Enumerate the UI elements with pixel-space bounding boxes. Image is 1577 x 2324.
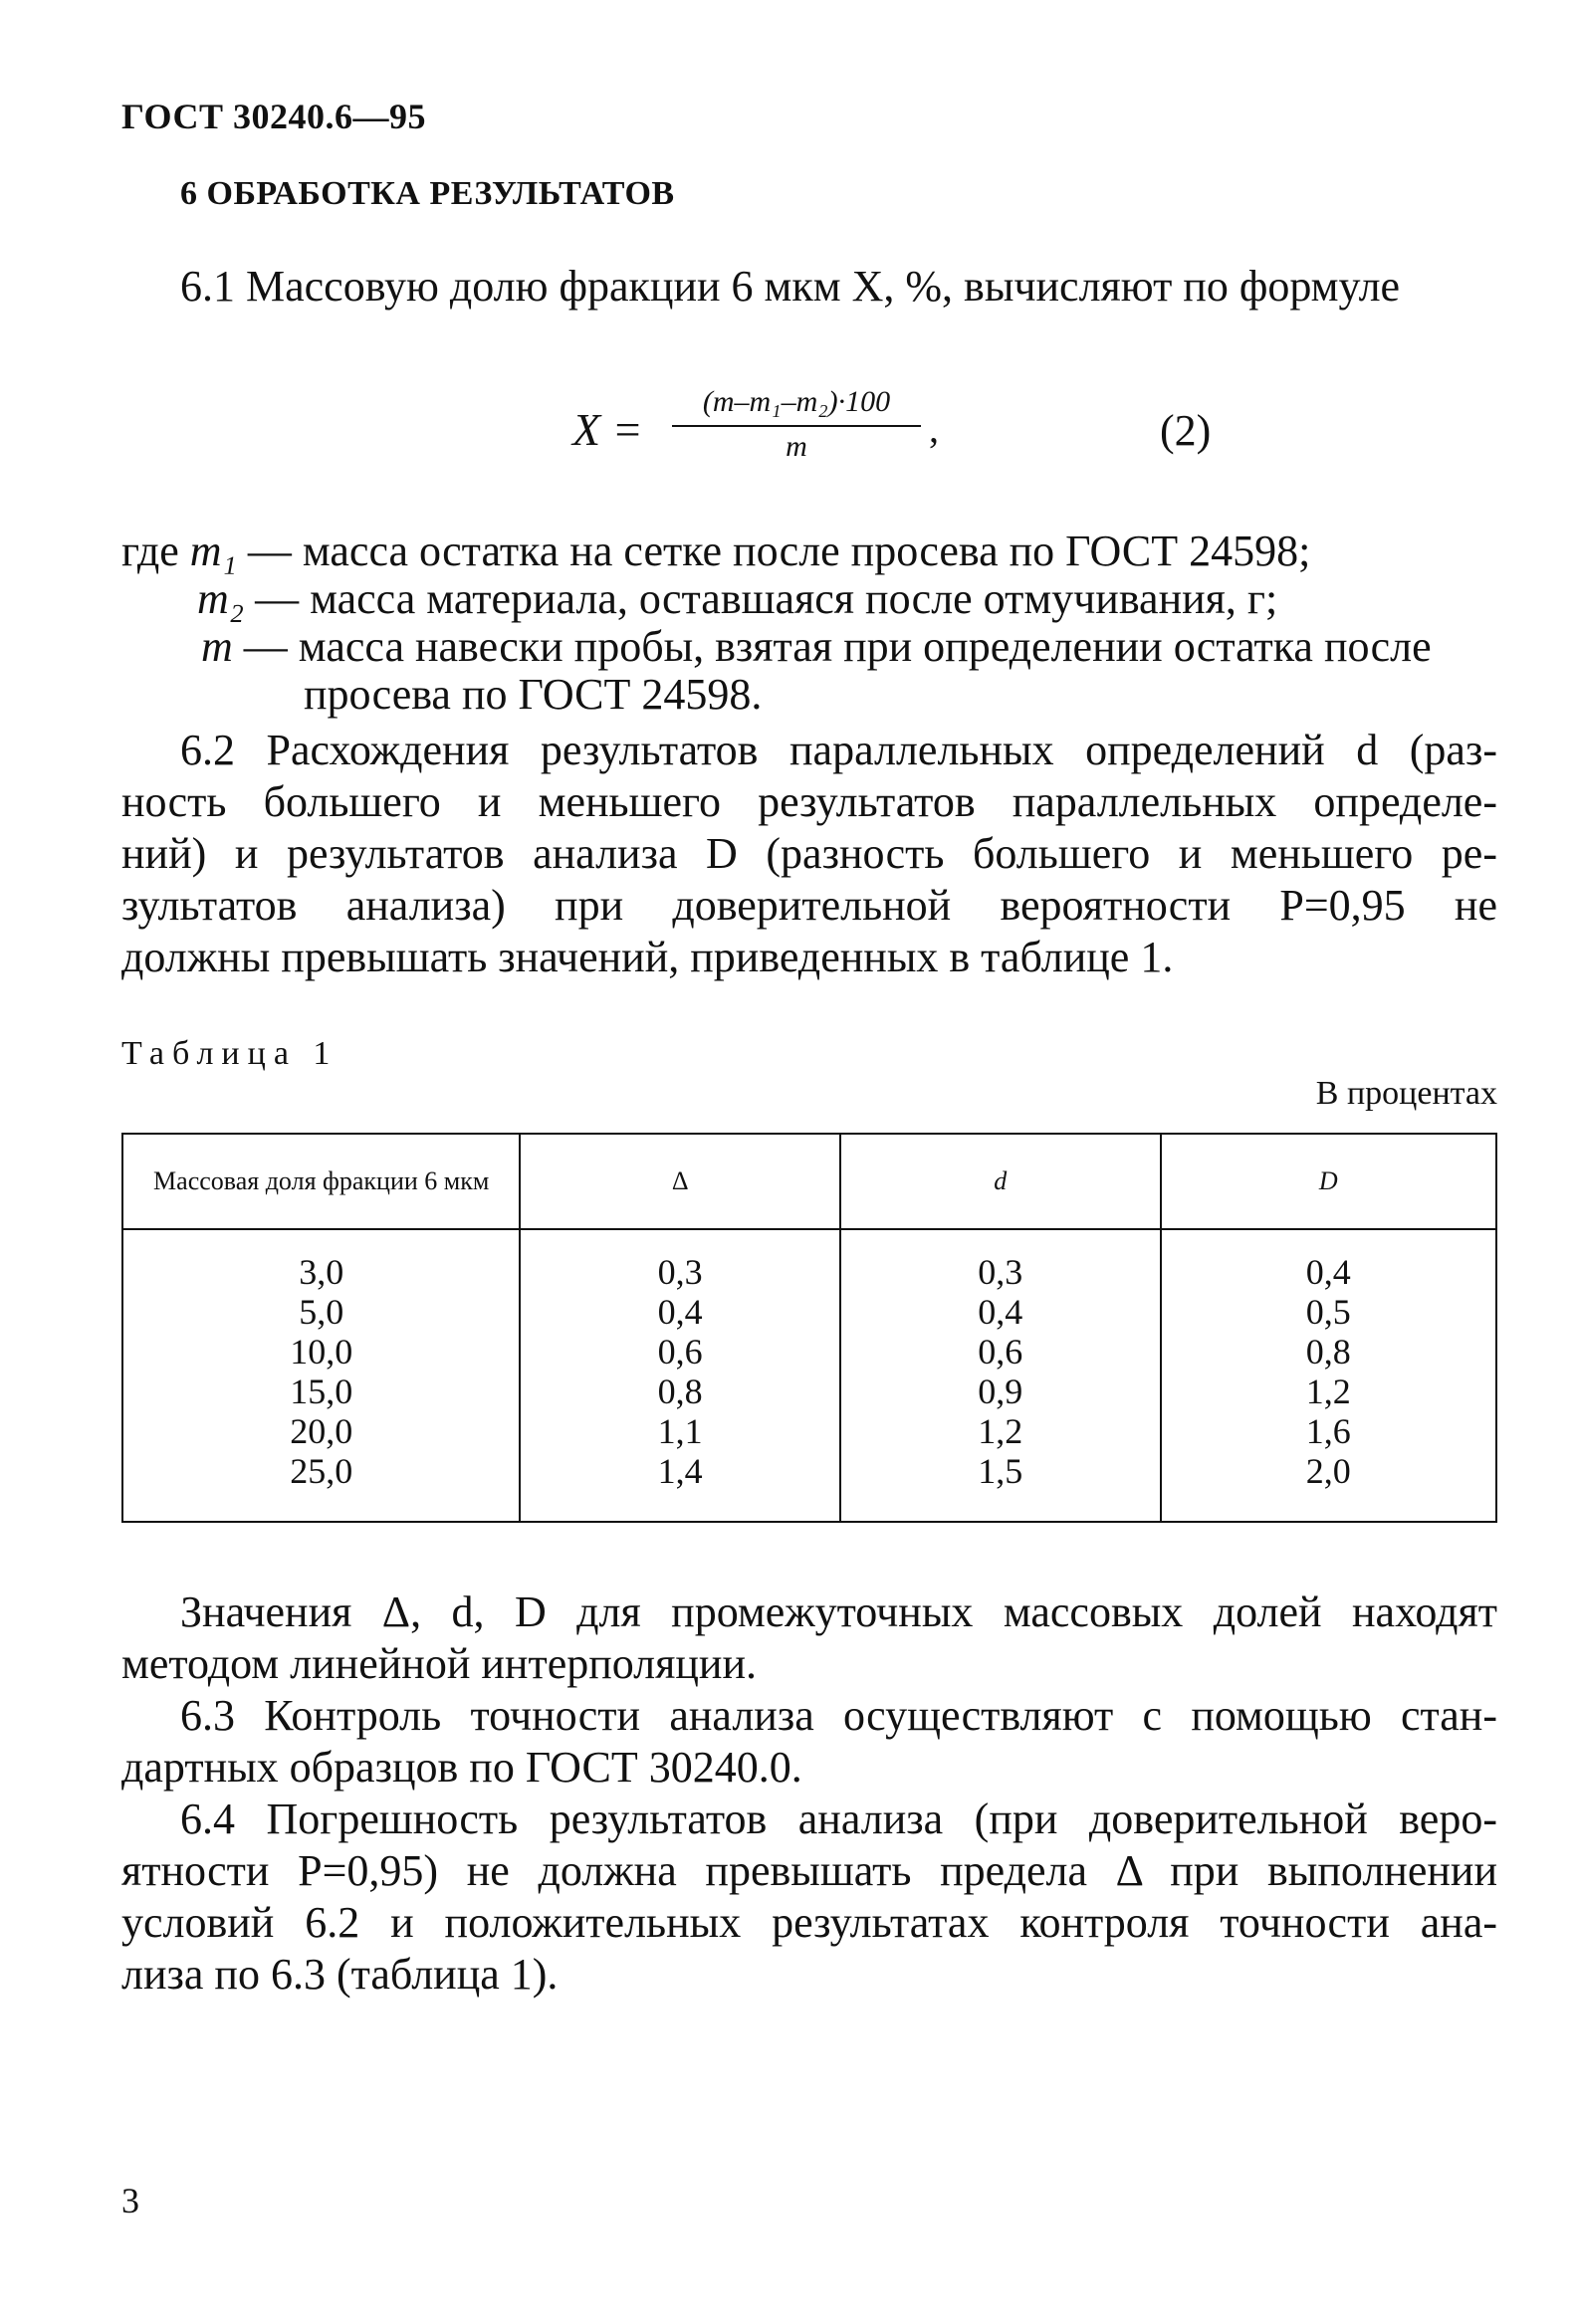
table-body [122,1229,1496,1522]
formula [572,383,1269,493]
table-cell: 15,0 [290,1372,353,1411]
table-note [121,1586,1497,1690]
data-table [121,1133,1497,1523]
paragraph-6-1 [180,261,1497,313]
table-note-line: Значения Δ, d, D для промежуточных массовых долей находят [180,1587,1497,1636]
table-header-row [122,1134,1496,1229]
where-prefix: где [121,527,179,575]
paragraph-6-2-line: должны превышать значений, приведенных в таблице 1. [121,933,1174,981]
paragraph-6-3-line: 6.3 Контроль точности анализа осуществляют с помощью стан- [180,1691,1497,1740]
header-D: D [1161,1134,1496,1229]
table-cell: 10,0 [290,1332,353,1372]
definition-m1 [121,528,1497,575]
paragraph-6-3-line: дартных образцов по ГОСТ 30240.0. [121,1743,802,1792]
table-cell: 0,4 [657,1292,703,1332]
table-cell: 0,6 [657,1332,703,1372]
table-cell: 0,4 [1305,1252,1351,1292]
header-mass-fraction: Массовая доля фракции 6 мкм [122,1134,520,1229]
paragraph-6-2-line: ний) и результатов анализа D (разность большего и меньшего ре- [121,829,1497,878]
table-caption: Таблица 1 [121,1035,338,1072]
table-cell: 3,0 [299,1252,344,1292]
table-cell: 0,4 [978,1292,1023,1332]
definition-m-continuation: просева по ГОСТ 24598. [304,670,763,719]
page-number: 3 [121,2181,139,2220]
header-delta: Δ [520,1134,840,1229]
column-delta [520,1229,840,1522]
paragraph-6-4-line: 6.4 Погрешность результатов анализа (при доверительной веро- [180,1795,1497,1843]
table-cell: 25,0 [290,1451,353,1491]
table-cell: 0,6 [978,1332,1023,1372]
definition-m2-text: — масса материала, оставшаяся после отмучивания, г; [255,574,1278,623]
formula-numerator: (m–m₁–m₂)·100 [702,385,891,418]
paragraph-6-3 [121,1690,1497,1794]
symbol-m2: m₂ [197,574,245,623]
symbol-m: m [201,622,233,671]
table-cell: 5,0 [299,1292,344,1332]
table-cell: 1,6 [1305,1411,1351,1451]
paragraph-6-4-line: условий 6.2 и положительных результатах контроля точности ана- [121,1898,1497,1947]
paragraph-6-4 [121,1794,1497,2001]
paragraph-6-2-line: зультатов анализа) при доверительной вероятности P=0,95 не [121,881,1497,930]
column-mass-fraction [122,1229,520,1522]
section-title: 6 ОБРАБОТКА РЕЗУЛЬТАТОВ [180,175,675,212]
table-cell: 0,8 [657,1372,703,1411]
formula-lhs: X = [572,404,643,455]
formula-denominator: m [786,430,807,463]
formula-number: (2) [1160,406,1212,455]
table-cell: 0,9 [978,1372,1023,1411]
table-cell: 20,0 [290,1411,353,1451]
table-unit: В процентах [1315,1075,1497,1112]
table-cell: 0,3 [978,1252,1023,1292]
fraction-bar [672,425,921,427]
table-cell: 0,3 [657,1252,703,1292]
definition-m1-text: — масса остатка на сетке после просева по ГОСТ 24598; [247,527,1311,575]
table-cell: 1,2 [1305,1372,1351,1411]
paragraph-6-4-line: лиза по 6.3 (таблица 1). [121,1950,559,1999]
paragraph-6-2-line: ность большего и меньшего результатов параллельных определе- [121,777,1497,826]
table-cell: 1,4 [657,1451,703,1491]
definition-m-text: — масса навески пробы, взятая при определении остатка после [243,622,1432,671]
table-cell: 1,5 [978,1451,1023,1491]
column-d [840,1229,1161,1522]
paragraph-6-4-line: ятности P=0,95) не должна превышать предела Δ при выполнении [121,1846,1497,1895]
table-cell: 1,1 [657,1411,703,1451]
table-cell: 1,2 [978,1411,1023,1451]
paragraph-6-2 [121,725,1497,983]
definition-m [121,623,1497,671]
formula-comma: , [929,406,939,451]
symbol-m1: m₁ [189,527,237,575]
table-cell: 0,8 [1305,1332,1351,1372]
table-note-line: методом линейной интерполяции. [121,1639,758,1688]
table-cell: 0,5 [1305,1292,1351,1332]
paragraph-6-2-line: 6.2 Расхождения результатов параллельных определений d (раз- [180,726,1497,774]
variable-definitions [121,528,1497,719]
table-cell: 2,0 [1305,1451,1351,1491]
paragraph-6-1-text: 6.1 Массовую долю фракции 6 мкм X, %, вычисляют по формуле [180,262,1401,311]
header-d: d [840,1134,1161,1229]
standard-header: ГОСТ 30240.6—95 [121,97,426,136]
formula-fraction [672,383,921,465]
column-D [1161,1229,1496,1522]
definition-m2 [121,575,1497,623]
